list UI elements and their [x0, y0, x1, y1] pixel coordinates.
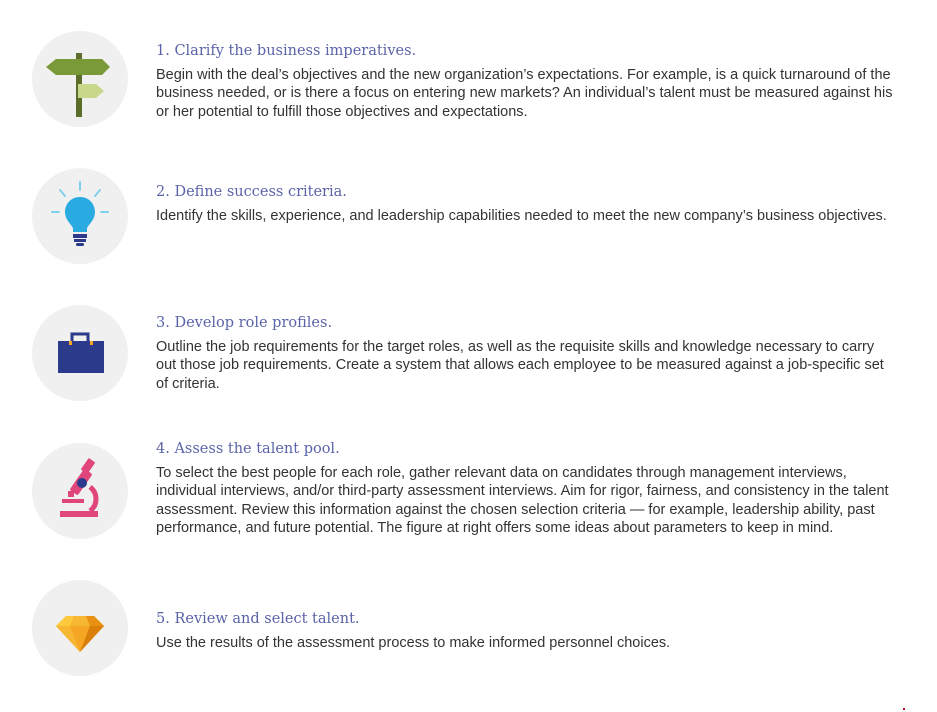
step-description: Outline the job requirements for the target roles, as well as the requisite skills and knowledge necessary to carry out those job requirements. Create a system that allows each employee to be measured against a job-specific set of criteria.	[156, 339, 884, 392]
step-description: Use the results of the assessment process to make informed personnel choices.	[156, 635, 671, 651]
step-description: To select the best people for each role, gather relevant data on candidates through management interviews, individual interviews, and/or third-party assessment interviews. Aim for rigor, fairness, and consistency in the talent assessment. Review this information against the chosen selection criteria — for example, leadership ability, past performance, and future potential. The figure at right offers some ideas about parameters to keep in mind.	[156, 465, 889, 536]
decorative-dot	[903, 708, 905, 710]
microscope-icon-circle	[32, 443, 128, 539]
step-description: Begin with the deal’s objectives and the new organization’s expectations. For example, is a quick turnaround of the business needed, or is there a focus on entering new markets? An individual’s talent must be measured against his or her potential to fulfill those objectives and expectations.	[156, 67, 893, 120]
briefcase-icon-circle	[32, 305, 128, 401]
microscope-icon	[32, 443, 128, 539]
signpost-icon-circle	[32, 31, 128, 127]
diamond-icon	[32, 580, 128, 676]
step-title: 3. Develop role profiles.	[156, 315, 333, 331]
diamond-icon-circle	[32, 580, 128, 676]
step-title: 4. Assess the talent pool.	[156, 441, 340, 457]
lightbulb-icon	[32, 168, 128, 264]
step-description: Identify the skills, experience, and leadership capabilities needed to meet the new company’s business objectives.	[156, 208, 887, 224]
signpost-icon	[32, 31, 128, 127]
briefcase-icon	[32, 305, 128, 401]
step-title: 1. Clarify the business imperatives.	[156, 43, 417, 59]
step-title: 5. Review and select talent.	[156, 611, 360, 627]
step-title: 2. Define success criteria.	[156, 184, 347, 200]
lightbulb-icon-circle	[32, 168, 128, 264]
